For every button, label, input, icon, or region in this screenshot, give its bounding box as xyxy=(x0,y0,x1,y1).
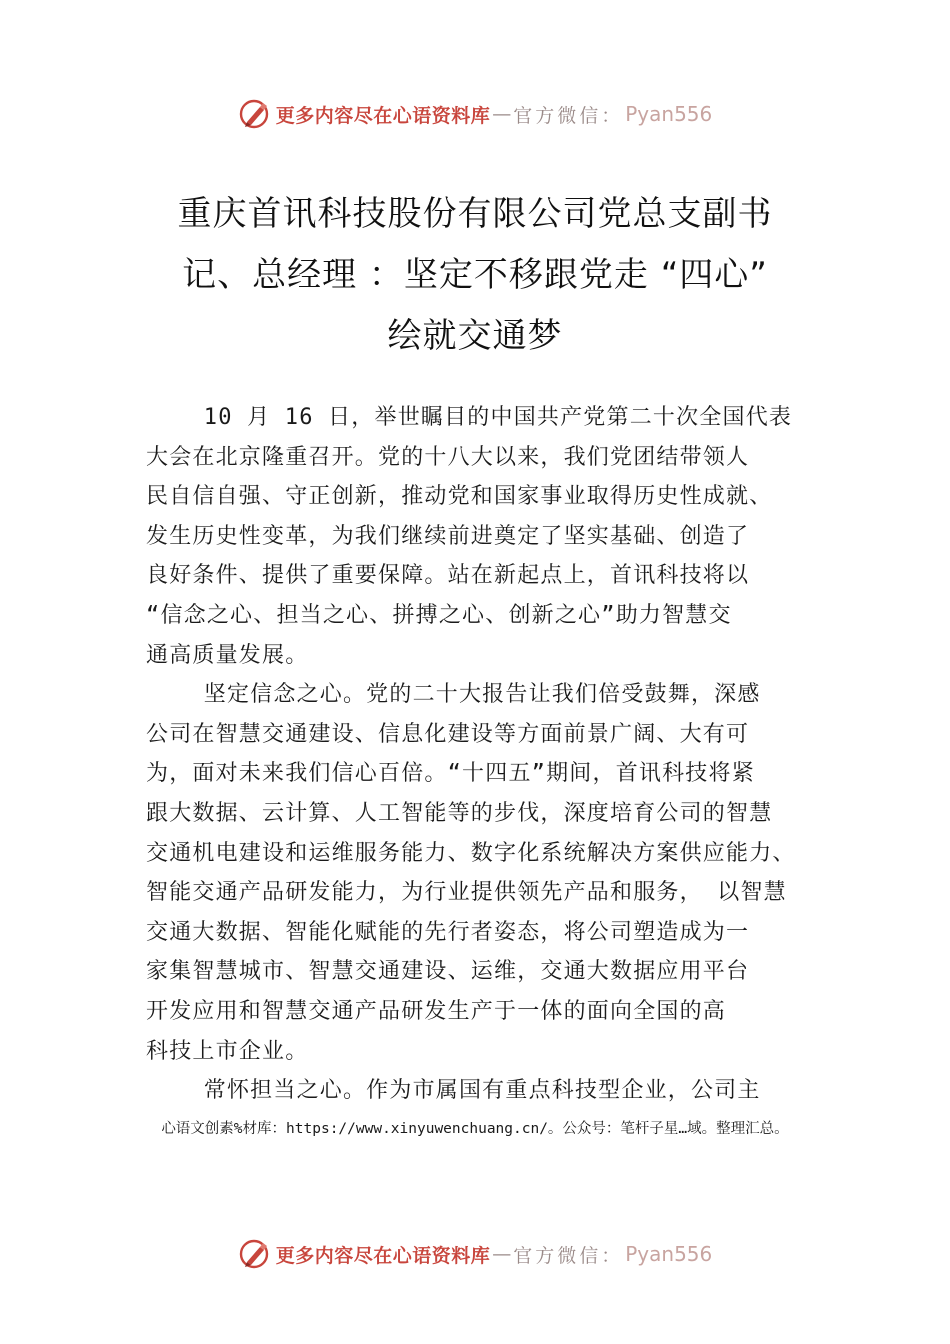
header-banner xyxy=(0,92,950,136)
body-line: 公司在智慧交通建设、信息化建设等方面前景广阔、大有可 xyxy=(146,721,750,747)
body-line: 家集智慧城市、智慧交通建设、运维，交通大数据应用平台 xyxy=(146,959,750,985)
banner-wechat-id: Pyan556 xyxy=(625,1242,713,1266)
title-line: 绘就交通梦 xyxy=(387,316,563,356)
body-line: 为，面对未来我们信心百倍。“十四五”期间，首讯科技将紧 xyxy=(146,761,755,787)
banner-wechat-label: 官方微信： xyxy=(513,104,624,127)
article-title xyxy=(140,184,810,367)
body-line: 交通机电建设和运维服务能力、数字化系统解决方案供应能力、 xyxy=(146,840,796,866)
body-line: 智能交通产品研发能力，为行业提供领先产品和服务， 以智慧 xyxy=(146,880,787,906)
banner-title: 更多内容尽在心语资料库 xyxy=(275,104,491,127)
title-line: 记、总经理 ：坚定不移跟党走 “四心” xyxy=(182,255,768,295)
body-line: 发生历史性变革，为我们继续前进奠定了坚实基础、创造了 xyxy=(146,523,750,549)
footer-banner xyxy=(0,1232,950,1276)
body-line: 民自信自强、守正创新，推动党和国家事业取得历史性成就、 xyxy=(146,484,773,510)
source-note: 心语文创素%材库：https://www.xinyuwenchuang.cn/。公众号：笔杆子星…域。整理汇总。 xyxy=(161,1121,789,1137)
body-line: 跟大数据、云计算、人工智能等的步伐，深度培育公司的智慧 xyxy=(146,800,773,826)
banner-title: 更多内容尽在心语资料库 xyxy=(275,1244,491,1267)
banner-dash: — xyxy=(492,103,512,125)
body-line: “信念之心、担当之心、拼搏之心、创新之心”助力智慧交 xyxy=(146,602,732,628)
title-line: 重庆首讯科技股份有限公司党总支副书 xyxy=(177,194,773,234)
body-line: 常怀担当之心。作为市属国有重点科技型企业，公司主 xyxy=(146,1078,761,1104)
banner-wechat-label: 官方微信： xyxy=(513,1244,624,1267)
body-line: 通高质量发展。 xyxy=(146,642,309,668)
pen-logo-icon xyxy=(238,1237,272,1271)
body-line: 交通大数据、智能化赋能的先行者姿态，将公司塑造成为一 xyxy=(146,919,750,945)
body-line: 10 月 16 日，举世瞩目的中国共产党第二十次全国代表 xyxy=(146,405,793,430)
body-line: 科技上市企业。 xyxy=(146,1038,309,1064)
body-line: 大会在北京隆重召开。党的十八大以来，我们党团结带领人 xyxy=(146,444,750,470)
banner-wechat-id: Pyan556 xyxy=(625,102,713,126)
banner-dash: — xyxy=(492,1243,512,1265)
article-body xyxy=(146,398,812,1111)
body-line: 坚定信念之心。党的二十大报告让我们倍受鼓舞，深感 xyxy=(146,682,761,708)
pen-logo-icon xyxy=(238,97,272,131)
body-line: 良好条件、提供了重要保障。站在新起点上，首讯科技将以 xyxy=(146,563,750,589)
body-line: 开发应用和智慧交通产品研发生产于一体的面向全国的高 xyxy=(146,998,727,1024)
